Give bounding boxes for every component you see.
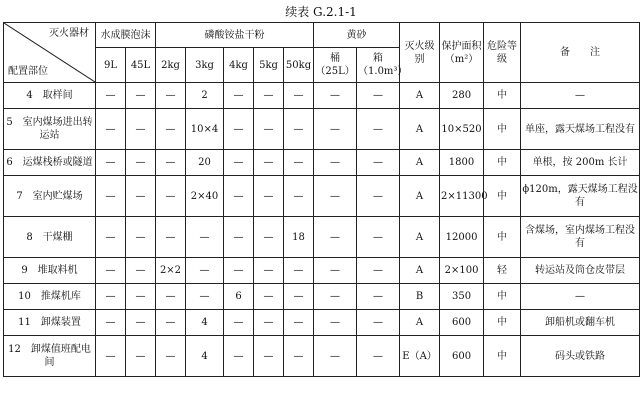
table-caption: 续表 G.2.1-1	[285, 5, 357, 19]
table-cell: —	[96, 217, 126, 258]
table-cell: —	[357, 217, 400, 258]
table-cell: E（A）	[400, 336, 440, 377]
table-row	[4, 109, 640, 150]
table-cell: —	[186, 217, 224, 258]
table-cell: —	[96, 258, 126, 284]
table-cell: —	[224, 258, 254, 284]
table-cell: 10×4	[186, 109, 224, 150]
header-hazard-level: 危险等级	[484, 23, 521, 83]
table-cell: —	[284, 258, 314, 284]
table-cell: —	[314, 150, 357, 176]
table-cell: —	[224, 109, 254, 150]
corner-header-cell	[4, 23, 96, 83]
table-cell: —	[314, 310, 357, 336]
table-cell: —	[156, 217, 186, 258]
table-cell: —	[284, 284, 314, 310]
table-cell: —	[254, 336, 284, 377]
header-sand: 黄砂	[314, 23, 400, 48]
table-cell: —	[96, 109, 126, 150]
table-cell: —	[186, 284, 224, 310]
subheader-cell: 9L	[96, 48, 126, 83]
table-cell: —	[284, 310, 314, 336]
table-cell: —	[284, 176, 314, 217]
table-cell: —	[254, 284, 284, 310]
table-row	[4, 150, 640, 176]
subheader-cell: 2kg	[156, 48, 186, 83]
table-cell: —	[314, 258, 357, 284]
table-cell: —	[314, 83, 357, 109]
subheader-cell: 50kg	[284, 48, 314, 83]
table-cell: —	[314, 284, 357, 310]
subheader-cell: 桶（25L）	[314, 48, 357, 83]
location-cell: 4 取样间	[4, 83, 96, 109]
table-cell: 4	[186, 336, 224, 377]
location-cell: 11 卸煤装置	[4, 310, 96, 336]
remarks-cell: 单根，按 200m 长计	[521, 150, 640, 176]
table-cell: —	[126, 310, 156, 336]
remarks-cell: 含煤场，室内煤场工程没有	[521, 217, 640, 258]
table-cell: 2	[186, 83, 224, 109]
subheader-cell: 3kg	[186, 48, 224, 83]
table-cell: —	[156, 83, 186, 109]
table-cell: 350	[440, 284, 484, 310]
table-cell: —	[254, 150, 284, 176]
table-cell: —	[96, 284, 126, 310]
table-cell: —	[314, 336, 357, 377]
table-cell: 2×11300	[440, 176, 484, 217]
remarks-cell: 单座，露天煤场工程没有	[521, 109, 640, 150]
table-cell: —	[96, 83, 126, 109]
table-cell: —	[314, 176, 357, 217]
table-cell: A	[400, 109, 440, 150]
table-cell: —	[357, 284, 400, 310]
table-cell: —	[96, 176, 126, 217]
table-cell: —	[284, 109, 314, 150]
table-cell: 20	[186, 150, 224, 176]
table-cell: —	[284, 83, 314, 109]
table-cell: —	[126, 176, 156, 217]
table-cell: —	[254, 83, 284, 109]
table-cell: 中	[484, 310, 521, 336]
table-cell: —	[357, 310, 400, 336]
table-cell: —	[126, 83, 156, 109]
subheader-cell: 4kg	[224, 48, 254, 83]
table-cell: —	[224, 176, 254, 217]
table-cell: —	[156, 109, 186, 150]
table-cell: —	[357, 176, 400, 217]
table-cell: —	[254, 176, 284, 217]
table-cell: 中	[484, 336, 521, 377]
table-cell: 中	[484, 284, 521, 310]
location-cell: 5 室内煤场进出转运站	[4, 109, 96, 150]
table-cell: A	[400, 176, 440, 217]
table-cell: —	[224, 83, 254, 109]
table-cell: 中	[484, 150, 521, 176]
table-cell: —	[126, 109, 156, 150]
table-cell: A	[400, 83, 440, 109]
table-cell: 280	[440, 83, 484, 109]
table-cell: 中	[484, 217, 521, 258]
table-cell: A	[400, 217, 440, 258]
table-cell: —	[224, 150, 254, 176]
table-cell: —	[96, 336, 126, 377]
table-cell: —	[314, 217, 357, 258]
location-cell: 8 干煤棚	[4, 217, 96, 258]
table-cell: B	[400, 284, 440, 310]
table-cell: —	[284, 336, 314, 377]
table-row	[4, 83, 640, 109]
fire-extinguisher-table	[3, 22, 640, 377]
table-cell: 轻	[484, 258, 521, 284]
table-cell: —	[126, 284, 156, 310]
table-cell: —	[186, 258, 224, 284]
table-row	[4, 336, 640, 377]
table-cell: —	[126, 150, 156, 176]
remarks-cell: —	[521, 83, 640, 109]
table-cell: 2×100	[440, 258, 484, 284]
table-cell: 1800	[440, 150, 484, 176]
subheader-cell: 45L	[126, 48, 156, 83]
table-row	[4, 217, 640, 258]
remarks-cell: ϕ120m，露天煤场工程没有	[521, 176, 640, 217]
table-cell: —	[314, 109, 357, 150]
table-cell: 中	[484, 176, 521, 217]
table-cell: 6	[224, 284, 254, 310]
table-cell: —	[254, 109, 284, 150]
table-cell: 600	[440, 310, 484, 336]
table-cell: —	[357, 109, 400, 150]
table-cell: A	[400, 150, 440, 176]
table-cell: —	[156, 336, 186, 377]
table-cell: 12000	[440, 217, 484, 258]
table-cell: —	[254, 310, 284, 336]
table-cell: —	[126, 217, 156, 258]
location-cell: 10 推煤机库	[4, 284, 96, 310]
table-cell: —	[224, 310, 254, 336]
table-cell: 2×40	[186, 176, 224, 217]
header-remarks: 备 注	[521, 23, 640, 83]
table-cell: —	[96, 310, 126, 336]
table-cell: —	[357, 83, 400, 109]
table-cell: —	[224, 217, 254, 258]
table-cell: —	[254, 217, 284, 258]
corner-header-location: 配置部位	[8, 66, 48, 77]
table-cell: —	[156, 310, 186, 336]
table-cell: 10×520	[440, 109, 484, 150]
location-cell: 12 卸煤值班配电间	[4, 336, 96, 377]
table-cell: 4	[186, 310, 224, 336]
table-cell: —	[224, 336, 254, 377]
remarks-cell: 卸船机或翻车机	[521, 310, 640, 336]
table-cell: —	[96, 150, 126, 176]
table-cell: —	[284, 150, 314, 176]
subheader-cell: 5kg	[254, 48, 284, 83]
table-row	[4, 258, 640, 284]
table-cell: —	[156, 284, 186, 310]
header-protection-area: 保护面积（m²）	[440, 23, 484, 83]
table-row	[4, 176, 640, 217]
header-foam: 水成膜泡沫	[96, 23, 156, 48]
location-cell: 7 室内贮煤场	[4, 176, 96, 217]
remarks-cell: 转运站及筒仓皮带层	[521, 258, 640, 284]
corner-header-extinguisher: 灭火器材	[49, 28, 89, 39]
table-cell: 2×2	[156, 258, 186, 284]
subheader-cell: 箱（1.0m³）	[357, 48, 400, 83]
table-cell: A	[400, 258, 440, 284]
header-fire-class: 灭火级别	[400, 23, 440, 83]
remarks-cell: —	[521, 284, 640, 310]
table-cell: 18	[284, 217, 314, 258]
table-cell: A	[400, 310, 440, 336]
table-cell: —	[126, 336, 156, 377]
location-cell: 6 运煤栈桥或隧道	[4, 150, 96, 176]
table-cell: —	[126, 258, 156, 284]
table-cell: —	[254, 258, 284, 284]
table-cell: —	[357, 150, 400, 176]
table-cell: 中	[484, 83, 521, 109]
table-cell: —	[156, 176, 186, 217]
remarks-cell: 码头或铁路	[521, 336, 640, 377]
header-powder: 磷酸铵盐干粉	[156, 23, 314, 48]
table-cell: —	[156, 150, 186, 176]
location-cell: 9 堆取料机	[4, 258, 96, 284]
table-row	[4, 284, 640, 310]
table-cell: —	[357, 258, 400, 284]
table-row	[4, 310, 640, 336]
table-cell: 600	[440, 336, 484, 377]
table-body	[4, 83, 640, 377]
table-cell: 中	[484, 109, 521, 150]
table-cell: —	[357, 336, 400, 377]
